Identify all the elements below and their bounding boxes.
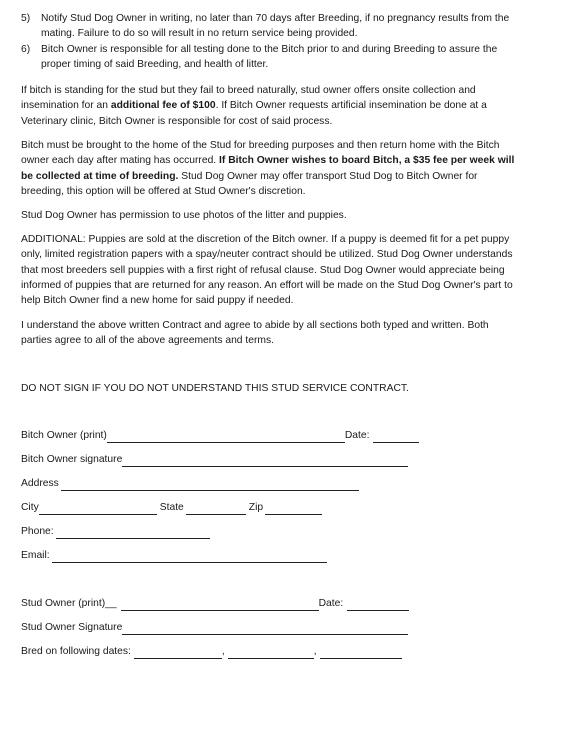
address-field[interactable] [61,478,359,491]
stud-owner-signature-row [21,620,408,636]
bitch-owner-signature-label: Bitch Owner signature [21,454,123,465]
paragraph-text: ADDITIONAL: Puppies are sold at the discretion of the Bitch owner. If a puppy is deemed fit for a pet puppy only, limited registration papers with a spay/neuter contract should be utilized. Stud Dog Owner understands that most breeders sell puppies with a first right of refusal clause. Stud Dog Owner would appreciate being informed of puppies that are returned for any reason. An effort will be made on the Stud Dog Owner's part to help Bitch Owner find a new home for said puppy if needed. [21,234,513,307]
list-number: 5) [21,13,31,24]
bred-date-3-field[interactable] [320,646,402,659]
city-label: City [21,502,39,513]
bitch-owner-print-label: Bitch Owner (print) [21,430,107,441]
email-field[interactable] [52,550,327,563]
phone-label: Phone: [21,526,54,537]
bred-date-1-field[interactable] [134,646,222,659]
email-row [21,548,327,564]
list-item-text: Bitch Owner is responsible for all testing done to the Bitch prior to and during Breeding to assure the proper timing of said Breeding, and health of litter. [41,44,498,71]
stud-owner-date-field[interactable] [347,598,409,611]
paragraph-text: If bitch is standing for the stud but they fail to breed naturally, stud owner offers onsite collection and insemination for an [21,85,476,112]
paragraph-text: I understand the above written Contract and agree to abide by all sections both typed and written. Both parties agree to all of the above agreements and terms. [21,320,489,347]
city-field[interactable] [39,502,157,515]
stud-owner-signature-field[interactable] [122,622,408,635]
agreement-paragraph [21,318,521,349]
bitch-owner-signature-row [21,452,408,468]
bred-dates-label: Bred on following dates: [21,646,131,657]
stud-owner-print-field[interactable] [121,598,319,611]
zip-field[interactable] [265,502,322,515]
address-label: Address [21,478,59,489]
fee-emphasis: additional fee of $100 [110,100,216,112]
email-label: Email: [21,550,50,561]
state-field[interactable] [186,502,246,515]
boarding-paragraph [21,138,521,199]
bred-date-2-field[interactable] [228,646,314,659]
comma-separator: , [313,646,317,657]
boarding-fee-emphasis: If Bitch Owner wishes to board Bitch, a $35 fee per week will be collected at time of breeding. [21,155,515,182]
state-label: State [159,502,184,513]
photos-paragraph [21,208,521,223]
paragraph-text: Bitch must be brought to the home of the Stud for breeding purposes and then return home with the Bitch owner each day after mating has occurred. [21,140,500,167]
address-row [21,476,359,492]
paragraph-text: . If Bitch Owner requests artificial insemination be done at a Veterinary clinic, Bitch Owner is responsible for cost of said process. [21,100,487,127]
phone-field[interactable] [56,526,210,539]
phone-row [21,524,210,540]
bred-dates-row [21,644,402,660]
list-item-6 [21,42,521,73]
stud-owner-signature-label: Stud Owner Signature [21,622,123,633]
list-number: 6) [21,44,31,55]
date-label: Date: [318,598,344,609]
bitch-owner-signature-field[interactable] [122,454,408,467]
date-label: Date: [344,430,370,441]
warning-text: DO NOT SIGN IF YOU DO NOT UNDERSTAND THIS STUD SERVICE CONTRACT. [21,383,409,394]
paragraph-text: Stud Dog Owner may offer transport Stud Dog to Bitch Owner for breeding, this option will be offered at Stud Owner's discretion. [21,170,478,197]
stud-owner-print-label: Stud Owner (print)__ [21,598,117,609]
comma-separator: , [221,646,225,657]
stud-owner-print-row [21,596,409,612]
bitch-owner-print-field[interactable] [107,430,345,443]
bitch-owner-date-field[interactable] [373,430,419,443]
paragraph-text: Stud Dog Owner has permission to use photos of the litter and puppies. [21,210,347,221]
city-state-zip-row [21,500,322,516]
onsite-collection-paragraph [21,83,521,129]
list-item-text: Notify Stud Dog Owner in writing, no later than 70 days after Breeding, if no pregnancy results from the mating. Failure to do so will result in no return service being provided. [41,13,510,40]
zip-label: Zip [248,502,264,513]
list-item-5 [21,11,521,42]
bitch-owner-print-row [21,428,419,444]
additional-paragraph [21,232,521,308]
